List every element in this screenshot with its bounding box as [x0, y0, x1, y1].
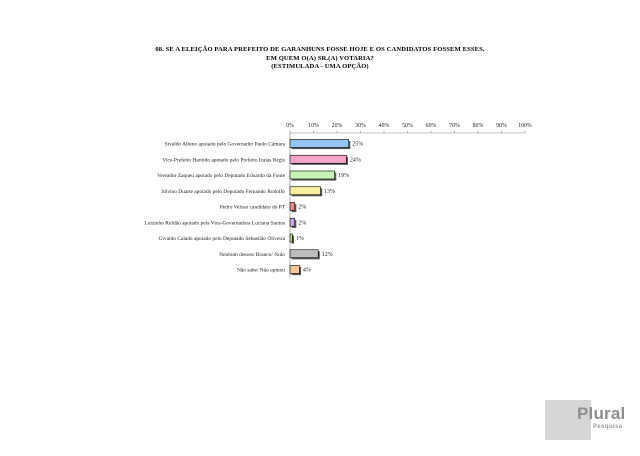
data-label: 13% [324, 188, 336, 195]
data-label: 19% [338, 173, 350, 179]
bar [290, 187, 321, 195]
plural-pesquisa-logo [545, 400, 627, 440]
category-label: Vice-Prefeito Haroldo apoiado pelo Prefeito Izaías Régis [162, 157, 285, 164]
x-tick-label: 30% [355, 123, 366, 129]
chart-title-line-3: (ESTIMULADA - UMA OPÇÃO) [271, 63, 369, 71]
bar [290, 203, 295, 211]
x-tick-label: 100% [518, 123, 532, 129]
category-label: Vereador Zaqueu apoiado pelo Deputado Eduardo da Fonte [157, 173, 285, 179]
data-label: 2% [298, 220, 307, 227]
x-tick-label: 10% [308, 123, 319, 129]
logo-word: Plural [577, 404, 626, 423]
data-label: 1% [295, 236, 304, 242]
category-label: Pedro Veloso candidato do PT [219, 204, 285, 211]
bar [290, 250, 318, 258]
x-tick-label: 20% [331, 123, 343, 129]
data-label: 24% [349, 157, 361, 164]
x-tick-label: 50% [402, 123, 413, 129]
x-tick-label: 90% [496, 123, 507, 129]
category-labels [144, 142, 285, 274]
x-tick-label: 80% [472, 123, 484, 129]
data-label: 12% [321, 251, 333, 258]
x-tick-label: 70% [449, 123, 460, 129]
bar [290, 218, 295, 226]
data-label: 4% [302, 267, 311, 274]
x-axis-ticks [286, 123, 532, 133]
category-label: Sivaldo Albino apoiado pelo Governador Paulo Câmara [164, 141, 285, 148]
chart-title-line-2: EM QUEM O(A) SR.(A) VOTARIA? [266, 54, 374, 62]
logo-subtitle: Pesquisa [593, 424, 623, 430]
data-label: 2% [298, 204, 307, 211]
category-label: Silvino Duarte apoiado pelo Deputado Fernando Rodolfo [161, 188, 285, 195]
x-tick-label: 60% [425, 123, 437, 129]
category-label: Luizinho Roldão apoiado pela Vice-Governadora Luciana Santos [144, 220, 285, 227]
category-label: Não sabe/ Não opinou [236, 267, 285, 274]
bar [290, 266, 299, 274]
category-label: Givaldo Calado apoiado pelo Deputado Sebastião Oliveira [158, 236, 285, 242]
data-label: 25% [352, 141, 364, 148]
bar [290, 171, 335, 179]
x-tick-label: 0% [286, 123, 294, 129]
x-tick-label: 40% [378, 123, 390, 129]
bar [290, 155, 346, 163]
category-label: Nenhum desses/ Branco/ Nulo [219, 251, 285, 258]
chart-title-line-1: 08. SE A ELEIÇÃO PARA PREFEITO DE GARANHUNS FOSSE HOJE E OS CANDIDATOS FOSSEM ESSES, [155, 46, 485, 53]
bar [290, 234, 292, 242]
bar [290, 140, 349, 148]
